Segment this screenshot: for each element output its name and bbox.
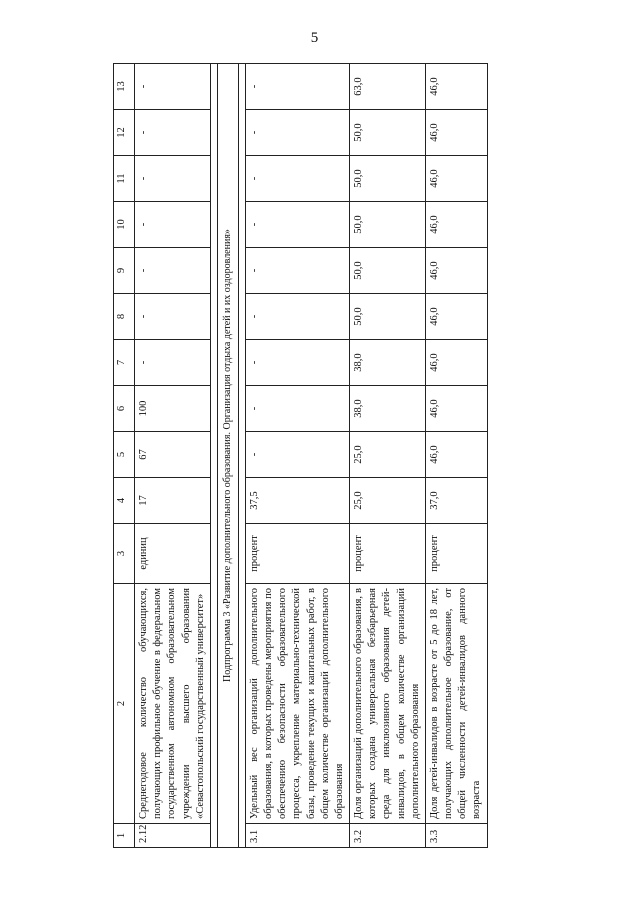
row-description: Доля детей-инвалидов в возрасте от 5 до 18 лет, получающих дополнительное образование, от общей численности детей-инвалидов данного возраста xyxy=(425,584,487,824)
table-row xyxy=(135,64,211,848)
value-cell: 67 xyxy=(135,432,211,478)
value-cell: 46,0 xyxy=(425,294,487,340)
rotated-table-container xyxy=(113,68,539,848)
row-number: 3.2 xyxy=(350,824,426,848)
header-cell: 9 xyxy=(114,248,135,294)
value-cell: 46,0 xyxy=(425,386,487,432)
table-row xyxy=(350,64,426,848)
row-number: 3.3 xyxy=(425,824,487,848)
value-cell: - xyxy=(245,294,349,340)
value-cell: - xyxy=(245,156,349,202)
value-cell: - xyxy=(135,156,211,202)
indicators-table xyxy=(113,63,488,848)
value-cell: 46,0 xyxy=(425,110,487,156)
row-description: Среднегодовое количество обучающихся, получающих профильное обучение в федеральном государственном автономном образовательном учреждении высшего образования «Севастопольский государственный университет» xyxy=(135,584,211,824)
row-number: 3.1 xyxy=(245,824,349,848)
value-cell: 17 xyxy=(135,478,211,524)
value-cell: - xyxy=(245,432,349,478)
value-cell: 38,0 xyxy=(350,340,426,386)
value-cell: 25,0 xyxy=(350,478,426,524)
value-cell: - xyxy=(245,386,349,432)
header-cell: 12 xyxy=(114,110,135,156)
value-cell: 50,0 xyxy=(350,110,426,156)
value-cell: - xyxy=(245,64,349,110)
value-cell: 50,0 xyxy=(350,294,426,340)
header-cell: 2 xyxy=(114,584,135,824)
row-description: Доля организаций дополнительного образования, в которых создана универсальная безбарьерная среда для инклюзивного образования детей-инвалидов, в общем количестве организаций дополнительного образования xyxy=(350,584,426,824)
value-cell: - xyxy=(135,248,211,294)
value-cell: - xyxy=(135,202,211,248)
value-cell: 46,0 xyxy=(425,340,487,386)
header-cell: 1 xyxy=(114,824,135,848)
header-cell: 5 xyxy=(114,432,135,478)
header-cell: 3 xyxy=(114,524,135,584)
value-cell: 50,0 xyxy=(350,156,426,202)
header-cell: 6 xyxy=(114,386,135,432)
spacer-row xyxy=(238,64,245,848)
value-cell: - xyxy=(245,248,349,294)
value-cell: 46,0 xyxy=(425,432,487,478)
table-row xyxy=(245,64,349,848)
header-cell: 4 xyxy=(114,478,135,524)
value-cell: 50,0 xyxy=(350,202,426,248)
value-cell: - xyxy=(135,110,211,156)
table-row xyxy=(425,64,487,848)
subprogram-row xyxy=(217,64,238,848)
value-cell: 46,0 xyxy=(425,64,487,110)
value-cell: 50,0 xyxy=(350,248,426,294)
row-unit: процент xyxy=(425,524,487,584)
row-unit: процент xyxy=(245,524,349,584)
value-cell: 37,0 xyxy=(425,478,487,524)
value-cell: - xyxy=(245,340,349,386)
value-cell: 38,0 xyxy=(350,386,426,432)
spacer-cell xyxy=(210,64,217,848)
subprogram-title: Подпрограмма 3 «Развитие дополнительного образования. Организация отдыха детей и их оздоровления» xyxy=(217,64,238,848)
row-unit: процент xyxy=(350,524,426,584)
value-cell: 46,0 xyxy=(425,248,487,294)
value-cell: - xyxy=(245,202,349,248)
value-cell: 100 xyxy=(135,386,211,432)
row-unit: единиц xyxy=(135,524,211,584)
header-cell: 10 xyxy=(114,202,135,248)
value-cell: - xyxy=(245,110,349,156)
page-number: 5 xyxy=(310,30,319,46)
header-cell: 11 xyxy=(114,156,135,202)
value-cell: - xyxy=(135,294,211,340)
header-cell: 7 xyxy=(114,340,135,386)
header-cell: 8 xyxy=(114,294,135,340)
header-row xyxy=(114,64,135,848)
value-cell: 37,5 xyxy=(245,478,349,524)
value-cell: 25,0 xyxy=(350,432,426,478)
value-cell: 46,0 xyxy=(425,156,487,202)
spacer-cell xyxy=(238,64,245,848)
header-cell: 13 xyxy=(114,64,135,110)
value-cell: - xyxy=(135,340,211,386)
row-description: Удельный вес организаций дополнительного образования, в которых проведены мероприятия по обеспечению безопасности образовательного процесса, укрепление материально-технической базы, проведение текущих и капитальных работ, в общем количестве организаций дополнительного образования xyxy=(245,584,349,824)
row-number: 2.12 xyxy=(135,824,211,848)
value-cell: - xyxy=(135,64,211,110)
value-cell: 63,0 xyxy=(350,64,426,110)
value-cell: 46,0 xyxy=(425,202,487,248)
spacer-row xyxy=(210,64,217,848)
